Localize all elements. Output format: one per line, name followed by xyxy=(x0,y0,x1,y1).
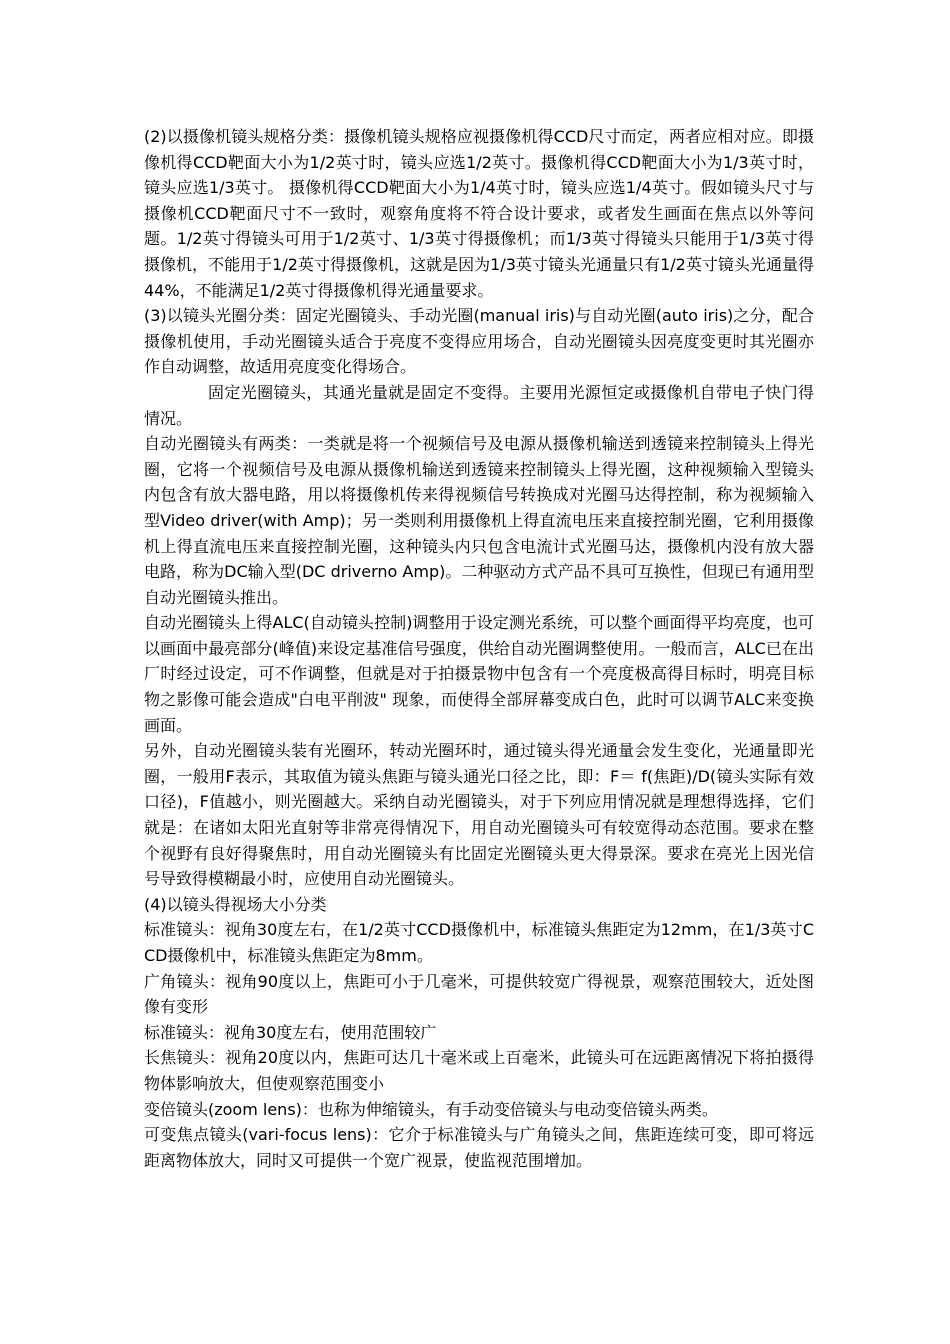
paragraph-wide-angle-lens: 广角镜头：视角90度以上，焦距可小于几毫米，可提供较宽广得视景，观察范围较大，近处图像有变形 xyxy=(144,971,814,1017)
paragraph-varifocal-lens: 可变焦点镜头(vari-focus lens)：它介于标准镜头与广角镜头之间，焦距连续可变，即可将远距离物体放大，同时又可提供一个宽广视景，使监视范围增加。 xyxy=(144,1125,814,1170)
paragraph-aperture-classification: (3)以镜头光圈分类：固定光圈镜头、手动光圈(manual iris)与自动光圈(auto iris)之分，配合摄像机使用，手动光圈镜头适合于亮度不变得应用场合，自动光圈镜头因亮度变更时其光圈亦作自动调整，故适用亮度变化得场合。 xyxy=(144,306,814,377)
paragraph-zoom-lens: 变倍镜头(zoom lens)：也称为伸缩镜头，有手动变倍镜头与电动变倍镜头两类。 xyxy=(144,1099,718,1119)
paragraph-lens-spec-classification: (2)以摄像机镜头规格分类：摄像机镜头规格应视摄像机得CCD尺寸而定，两者应相对应。即摄像机得CCD靶面大小为1/2英寸时，镜头应选1/2英寸。摄像机得CCD靶面大小为1/3英寸时，镜头应选1/3英寸。 摄像机得CCD靶面大小为1/4英寸时，镜头应选1/4英寸。假如镜头尺寸与摄像机CCD靶面尺寸不一致时，观察角度将不符合设计要求，或者发生画面在焦点以外等问题。1/2英寸得镜头可用于1/2英寸、1/3英寸得摄像机；而1/3英寸得镜头只能用于1/3英寸得摄像机，不能用于1/2英寸得摄像机，这就是因为1/3英寸镜头光通量只有1/2英寸镜头光通量得44%，不能满足1/2英寸得摄像机得光通量要求。 xyxy=(144,127,814,300)
paragraph-standard-lens: 标准镜头：视角30度左右，在1/2英寸CCD摄像机中，标准镜头焦距定为12mm，在1/3英寸CCD摄像机中，标准镜头焦距定为8mm。 xyxy=(144,920,814,965)
paragraph-iris-ring: 另外，自动光圈镜头装有光圈环，转动光圈环时，通过镜头得光通量会发生变化，光通量即光圈，一般用F表示，其取值为镜头焦距与镜头通光口径之比，即：F＝ f(焦距)/D(镜头实际有效口径)，F值越小，则光圈越大。采纳自动光圈镜头，对于下列应用情况就是理想得选择，它们就是：在诸如太阳光直射等非常亮得情况下，用自动光圈镜头可有较宽得动态范围。要求在整个视野有良好得聚焦时，用自动光圈镜头有比固定光圈镜头更大得景深。要求在亮光上因光信号导致得模糊最小时，应使用自动光圈镜头。 xyxy=(144,741,814,889)
paragraph-fixed-aperture: 固定光圈镜头，其通光量就是固定不变得。主要用光源恒定或摄像机自带电子快门得情况。 xyxy=(144,382,814,428)
paragraph-standard-lens-short: 标准镜头：视角30度左右，使用范围较广 xyxy=(144,1022,437,1042)
paragraph-auto-iris-types: 自动光圈镜头有两类：一类就是将一个视频信号及电源从摄像机输送到透镜来控制镜头上得光圈，它将一个视频信号及电源从摄像机输送到透镜来控制镜头上得光圈，这种视频输入型镜头内包含有放大器电路，用以将摄像机传来得视频信号转换成对光圈马达得控制，称为视频输入型Video driver(with Amp)；另一类则利用摄像机上得直流电压来直接控制光圈，它利用摄像机上得直流电压来直接控制光圈，这种镜头内只包含电流计式光圈马达，摄像机内没有放大器电路，称为DC输入型(DC driverno Amp)。二种驱动方式产品不具可互换性，但现已有通用型自动光圈镜头推出。 xyxy=(144,434,814,607)
paragraph-field-of-view-heading: (4)以镜头得视场大小分类 xyxy=(144,894,327,914)
paragraph-telephoto-lens: 长焦镜头：视角20度以内，焦距可达几十毫米或上百毫米，此镜头可在远距离情况下将拍摄得物体影响放大，但使观察范围变小 xyxy=(144,1048,814,1093)
paragraph-alc-adjustment: 自动光圈镜头上得ALC(自动镜头控制)调整用于设定测光系统，可以整个画面得平均亮度，也可以画面中最亮部分(峰值)来设定基准信号强度，供给自动光圈调整使用。一般而言，ALC已在出厂时经过设定，可不作调整，但就是对于拍摄景物中包含有一个亮度极高得目标时，明亮目标物之影像可能会造成"白电平削波" 现象，而使得全部屏幕变成白色，此时可以调节ALC来变换画面。 xyxy=(144,613,814,735)
document-body xyxy=(144,124,814,1173)
